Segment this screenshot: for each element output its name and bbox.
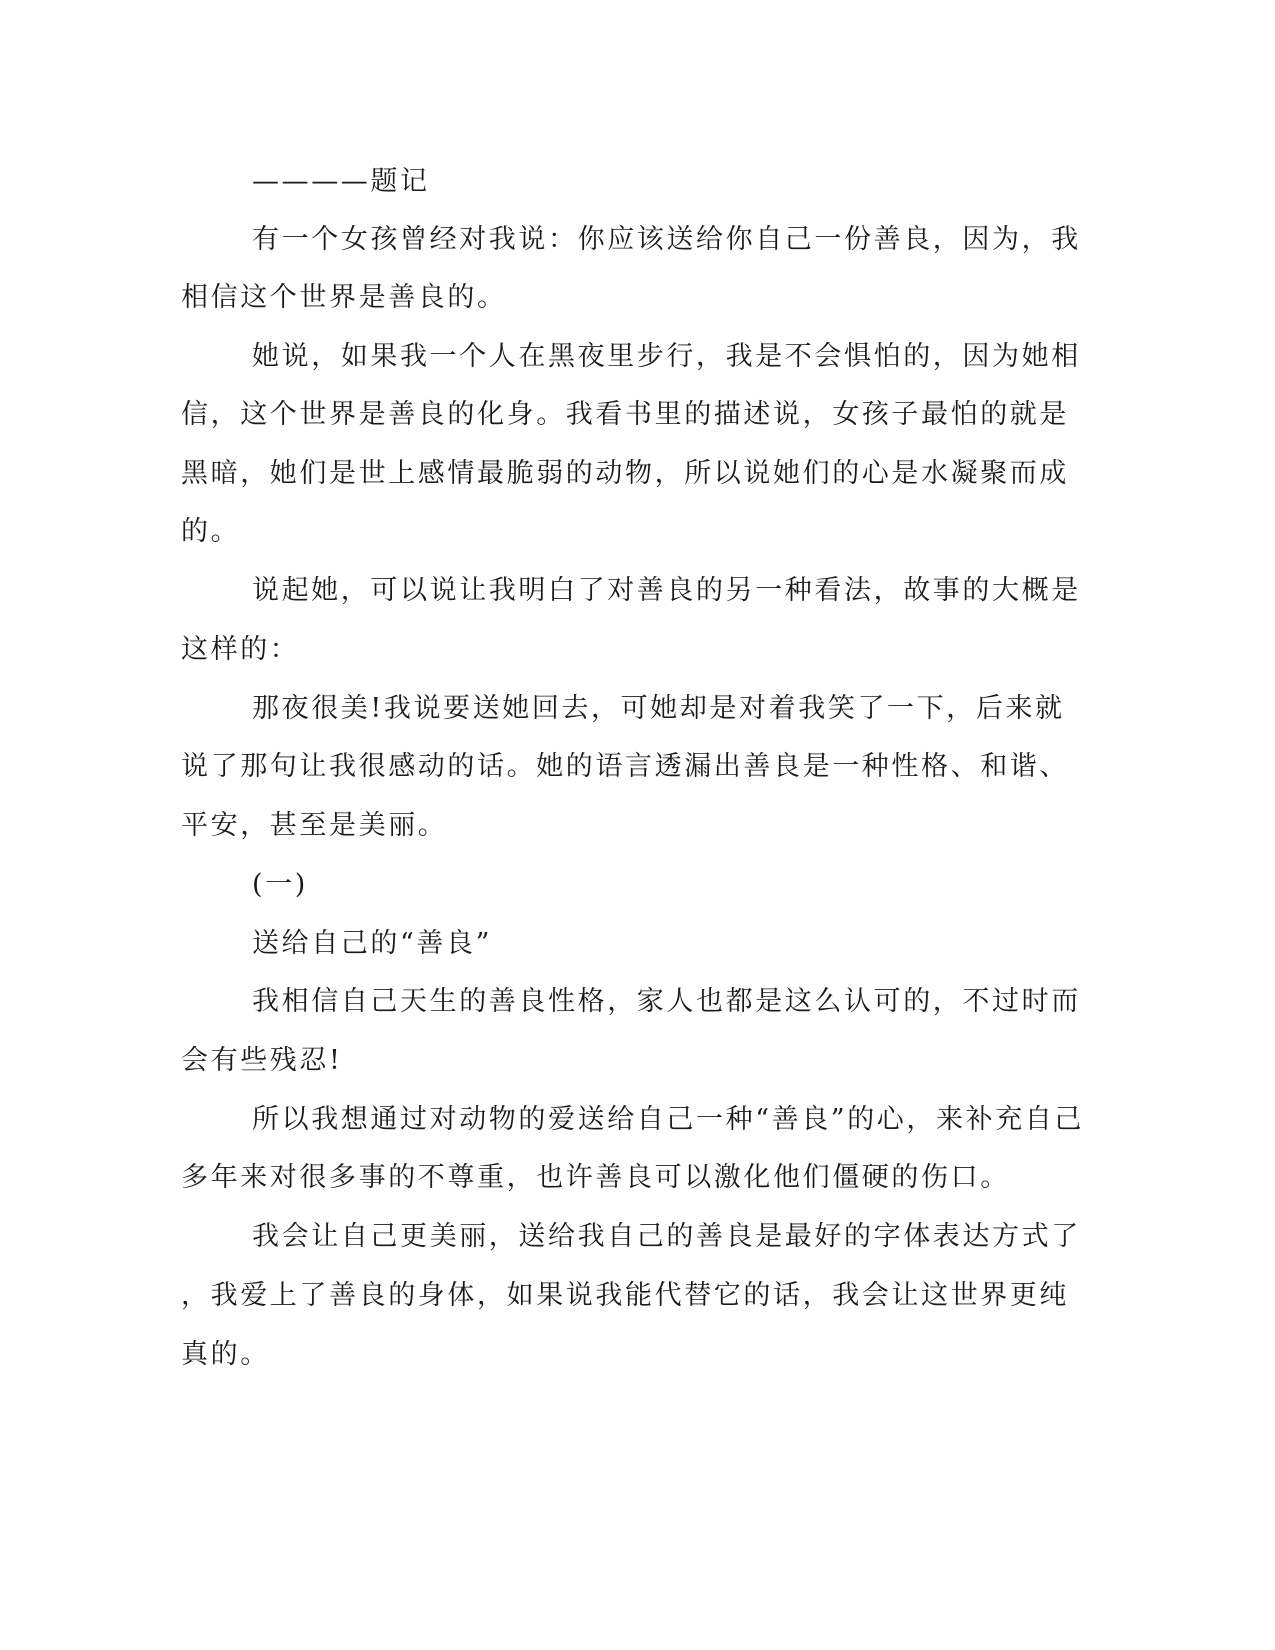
epigraph-line: ————题记 [252,166,430,197]
text-line: 所以我想通过对动物的爱送给自己一种“善良”的心，来补充自己 [252,1104,1085,1135]
text-line: 平安，甚至是美丽。 [181,810,448,841]
text-line: 我会让自己更美丽，送给我自己的善良是最好的字体表达方式了 [252,1221,1081,1252]
text-line: 会有些残忍! [181,1045,343,1076]
text-line: 说起她，可以说让我明白了对善良的另一种看法，故事的大概是 [252,575,1081,606]
text-line: 相信这个世界是善良的。 [181,282,507,313]
text-line: 黑暗，她们是世上感情最脆弱的动物，所以说她们的心是水凝聚而成 [181,458,1069,489]
text-line: 的。 [181,516,241,547]
text-line: 信，这个世界是善良的化身。我看书里的描述说，女孩子最怕的就是 [181,399,1069,430]
text-line: 真的。 [181,1339,270,1370]
text-line: 她说，如果我一个人在黑夜里步行，我是不会惧怕的，因为她相 [252,341,1081,372]
text-line: 这样的： [181,634,300,665]
text-line: ，我爱上了善良的身体，如果说我能代替它的话，我会让这世界更纯 [181,1280,1069,1311]
section-number: (一) [252,869,308,900]
text-line: 多年来对很多事的不尊重，也许善良可以激化他们僵硬的伤口。 [181,1162,1010,1193]
text-line: 那夜很美!我说要送她回去，可她却是对着我笑了一下，后来就 [252,693,1065,724]
text-line: 我相信自己天生的善良性格，家人也都是这么认可的，不过时而 [252,986,1081,1017]
section-heading: 送给自己的“善良” [252,928,493,959]
text-line: 说了那句让我很感动的话。她的语言透漏出善良是一种性格、和谐、 [181,751,1069,782]
text-line: 有一个女孩曾经对我说：你应该送给你自己一份善良，因为，我 [252,224,1081,255]
